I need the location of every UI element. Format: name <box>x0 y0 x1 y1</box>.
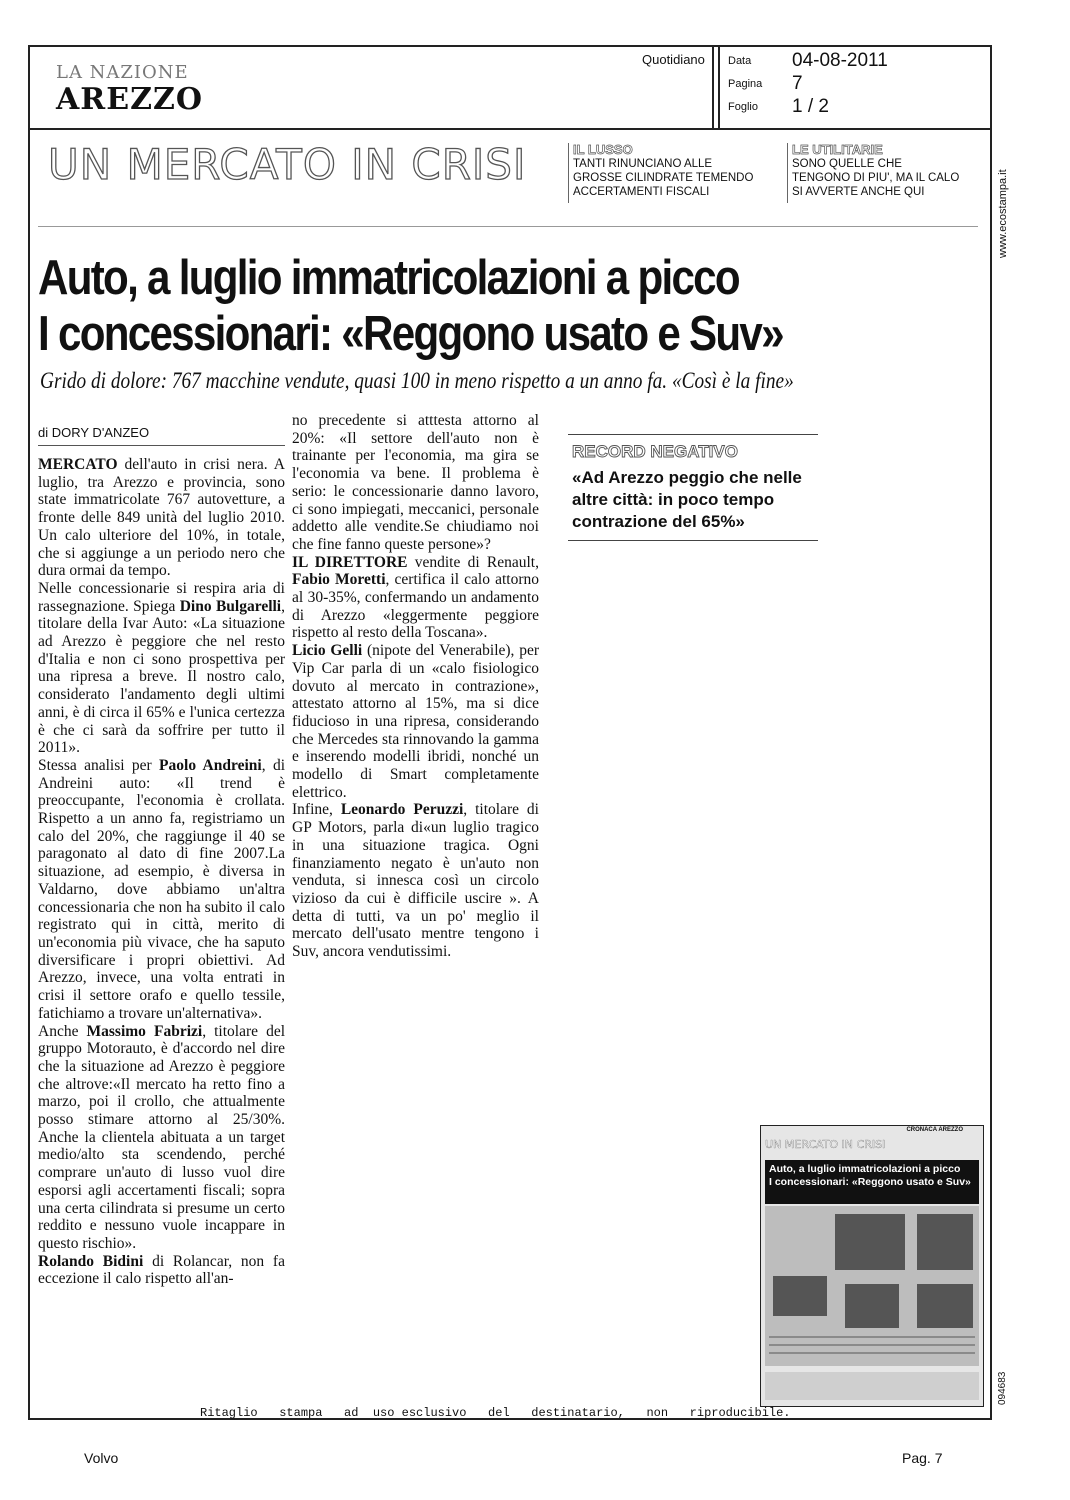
clip-notice: Ritaglio stampa ad uso esclusivo del destinatario, non riproducibile. <box>200 1406 791 1420</box>
col2-lead-word: IL DIRETTORE <box>292 553 408 571</box>
col2-paragraph-4 <box>292 801 539 960</box>
thumbnail-text-line <box>769 1352 975 1354</box>
col1-p5-name: Rolando Bidini <box>38 1252 144 1270</box>
col2-p2-b: , certifica il calo attorno al 30-35%, confermando un andamento di Arezzo «leggermente peggiore rispetto al resto della Toscana». <box>292 571 539 642</box>
thumbnail-body <box>765 1206 979 1366</box>
sheet-value: 1 / 2 <box>792 96 829 117</box>
side-note-utility <box>792 143 959 199</box>
col1-paragraph-3 <box>38 757 285 1023</box>
thumbnail-headline-line1: Auto, a luglio immatricolazioni a picco <box>769 1163 961 1175</box>
sheet-label: Foglio <box>728 101 758 113</box>
col1-p2-a: Nelle concessionarie si respira aria di rassegnazione. Spiega <box>38 579 285 615</box>
col2-p2-a: vendite di Renault, <box>407 553 539 571</box>
col2-paragraph-3 <box>292 642 539 801</box>
thumbnail-header-text: CRONACA AREZZO <box>906 1127 963 1133</box>
page-label: Pagina <box>728 78 763 90</box>
col1-p4-b: , titolare del gruppo Motorauto, è d'accordo nel dire che la situazione ad Arezzo è peggiore che altrove:«Il mercato ha retto fino a marzo, poi il crollo, che attualmente posso stimare attorno al 25/30%. Anche la clientela abituata a un target medio/alto sta scendendo, perché comprare un'auto di lusso vuol dire esporsi agli accertamenti fiscali; sopra una certa cilindrata si presume un certo reddito e nessuno vuole incappare in questo rischio». <box>38 1022 286 1252</box>
document-id: 094683 <box>997 1371 1008 1405</box>
col2-p4-name: Leonardo Peruzzi <box>340 801 464 819</box>
col1-p1-text: dell'auto in crisi nera. A luglio, tra Arezzo e provincia, sono state immatricolate 767 autovetture, a fronte delle 849 unità del luglio 2010. Un calo ulteriore del 10%, in totale, che si aggiunge a un periodo nero che dura ormai da tempo. <box>38 456 285 580</box>
side-note-utility-line2: TENGONO DI PIU', MA IL CALO <box>792 172 960 184</box>
pullquote-rule-top <box>568 434 818 435</box>
page-thumbnail <box>760 1125 984 1407</box>
col2-p1-text: no precedente si atttesta attorno al 20%: «Il settore dell'auto non è trainante per l'economia, ma gira se l'economia va bene. Il problema è serio: le concessionarie danno lavoro, ci sono impiegati, meccanici, personale addetto alle vendite.Se chiudiamo noi che fine fanno queste persone»? <box>292 412 539 553</box>
thumbnail-photo-1 <box>835 1214 905 1270</box>
article-column-1 <box>38 456 285 1288</box>
col1-p3-a: Stessa analisi per <box>38 756 160 774</box>
side-note-utility-line1: SONO QUELLE CHE <box>792 158 902 170</box>
side-note-luxury-line2: GROSSE CILINDRATE TEMENDO <box>573 172 754 184</box>
header-divider <box>28 128 992 130</box>
col1-paragraph-1 <box>38 456 285 580</box>
side-note-bar-1 <box>568 143 569 203</box>
byline: di DORY D'ANZEO <box>38 425 150 440</box>
side-note-luxury <box>573 143 753 199</box>
col1-lead-word: MERCATO <box>38 456 118 473</box>
article-column-2 <box>292 412 539 961</box>
col2-p3-b: (nipote del Venerabile), per Vip Car parla di un «calo fisiologico dovuto al mercato in contrazione», attestato attorno al 15%, ma si dice fiducioso in una ripresa, considerando che Mercedes sta rinnovando la gamma e inserendo modelli ibridi, nonché un modello di Smart completamente elettrico. <box>292 642 539 801</box>
byline-rule <box>38 445 285 446</box>
col1-p3-name: Paolo Andreini <box>159 756 262 774</box>
col1-p2-b: , titolare della Ivar Auto: «La situazione ad Arezzo è peggiore che nel resto d'Italia e non ci sono prospettiva per una ripresa a breve. Il nostro calo, considerato l'andamento degli ultimi anni, è di circa il 65% e l'unica certezza è che ci sarà da soffrire per tutto il 2011». <box>38 597 285 757</box>
thumbnail-text-line <box>769 1336 975 1338</box>
side-note-utility-label: LE UTILITARIE <box>792 142 883 157</box>
thumbnail-kicker: UN MERCATO IN CRISI <box>765 1138 886 1151</box>
edition-name: AREZZO <box>56 82 204 117</box>
col1-p3-b: , di Andreini auto: «Il trend è preoccupante, l'economia è crollata. Rispetto a un anno fa, registriamo un calo del 20%, che raggiunge il 40 se paragonato al dato di fine 2007.La situazione, ad esempio, è diversa in Valdarno, dove abbiamo un'altra concessionaria che non ha subito il calo registrato qui in città, merito di un'economia più vivace, che ha saputo diversificare i propri obiettivi. Ad Arezzo, invece, una volta entrati in crisi il settore orafo e quello tessile, fatichiamo a trovare un'alternativa». <box>38 756 285 1022</box>
headline-line-2: I concessionari: «Reggono usato e Suv» <box>38 307 783 361</box>
thumbnail-photo-4 <box>845 1284 899 1328</box>
page-value: 7 <box>792 73 803 94</box>
col2-paragraph-1 <box>292 412 539 554</box>
footer-page: Pag. 7 <box>902 1450 943 1466</box>
section-rule <box>38 226 978 227</box>
col1-p4-a: Anche <box>38 1022 87 1040</box>
col2-p3-name: Licio Gelli <box>292 642 363 660</box>
thumbnail-header <box>761 1126 983 1136</box>
thumbnail-text-line <box>769 1344 975 1346</box>
col1-p4-name: Massimo Fabrizi <box>86 1022 203 1040</box>
publication-type: Quotidiano <box>642 52 705 67</box>
side-note-utility-line3: SI AVVERTE ANCHE QUI <box>792 186 925 198</box>
pullquote-text: «Ad Arezzo peggio che nelle altre città: in poco tempo contrazione del 65%» <box>572 468 802 531</box>
col2-p2-name: Fabio Moretti <box>292 571 386 589</box>
subheadline: Grido di dolore: 767 macchine vendute, quasi 100 in meno rispetto a un anno fa. «Così è la fine» <box>40 368 794 393</box>
col2-p4-b: , titolare di GP Motors, parla di«un luglio tragico in una situazione tragica. Ogni finanziamento negato è un'auto non venduta, si innesca così un circolo vizioso da cui è difficile uscire ». A detta di tutti, va un po' meglio il mercato dell'usato mentre tengono i Suv, ancora vendutissimi. <box>292 801 539 961</box>
thumbnail-photo-3 <box>773 1276 827 1316</box>
side-note-luxury-line1: TANTI RINUNCIANO ALLE <box>573 158 713 170</box>
col1-p5-b: di Rolancar, non fa eccezione il calo rispetto all'an- <box>38 1252 285 1288</box>
date-label: Data <box>728 55 752 67</box>
pullquote-label: RECORD NEGATIVO <box>572 442 738 461</box>
website-mark: www.ecostampa.it <box>997 169 1009 258</box>
side-note-bar-2 <box>787 143 788 203</box>
thumbnail-photo-5 <box>917 1284 973 1328</box>
section-kicker: UN MERCATO IN CRISI <box>48 140 527 189</box>
thumbnail-headline <box>765 1160 979 1204</box>
col1-paragraph-5 <box>38 1253 285 1288</box>
header-divider-v1 <box>712 45 714 129</box>
header-divider-v2 <box>718 45 720 129</box>
col2-paragraph-2 <box>292 554 539 643</box>
headline-line-1: Auto, a luglio immatricolazioni a picco <box>38 251 739 305</box>
col1-paragraph-2 <box>38 580 285 757</box>
side-note-luxury-label: IL LUSSO <box>573 142 633 157</box>
thumbnail-headline-line2: I concessionari: «Reggono usato e Suv» <box>769 1176 971 1188</box>
pullquote-rule-bottom <box>568 540 818 541</box>
side-note-luxury-line3: ACCERTAMENTI FISCALI <box>573 186 710 198</box>
footer-client: Volvo <box>84 1450 119 1466</box>
thumbnail-footer <box>765 1372 979 1400</box>
col1-paragraph-4 <box>38 1023 285 1253</box>
thumbnail-photo-2 <box>917 1214 973 1270</box>
publication-name: LA NAZIONE <box>56 62 189 83</box>
col2-p4-a: Infine, <box>292 801 341 819</box>
col1-p2-name: Dino Bulgarelli <box>179 597 282 615</box>
date-value: 04-08-2011 <box>792 50 888 71</box>
